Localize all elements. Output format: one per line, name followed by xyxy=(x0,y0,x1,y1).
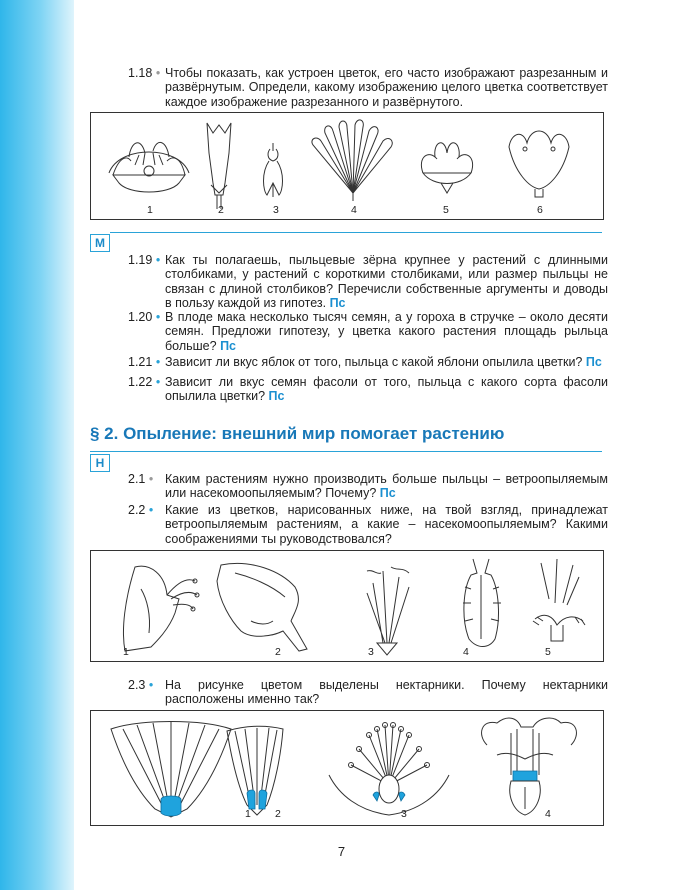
figure1-label-6: 6 xyxy=(537,204,543,216)
task-2-3 xyxy=(128,678,608,707)
section-divider xyxy=(90,451,602,452)
drawing-3-stamen-flower xyxy=(329,723,449,816)
drawing-1-opened-flower xyxy=(109,142,189,192)
figure-flower-dissections xyxy=(90,112,604,220)
task-number: 1.19 • xyxy=(128,253,161,267)
task-text: На рисунке цветом выделены нектарники. Почему нектарники расположены именно так? xyxy=(165,678,608,707)
bullet-icon: • xyxy=(145,678,154,692)
drawing-4-petal-fan xyxy=(312,120,392,201)
figure3-label-1: 1 xyxy=(245,808,251,820)
task-number: 1.22 • xyxy=(128,375,161,389)
drawing-4-dissected-flower xyxy=(482,718,577,815)
task-1-21 xyxy=(128,355,608,369)
level-divider-m xyxy=(110,232,602,233)
bullet-icon: • xyxy=(145,503,154,517)
task-number: 2.1 • xyxy=(128,472,154,486)
nectary-drawings xyxy=(91,711,603,825)
figure2-label-3: 3 xyxy=(368,646,374,658)
figure-nectaries xyxy=(90,710,604,826)
level-badge-m: М xyxy=(90,234,110,252)
bullet-icon: • xyxy=(145,472,154,486)
drawing-6-bell-flower xyxy=(509,131,569,197)
figure1-label-2: 2 xyxy=(218,204,224,216)
tag-ps: Пс xyxy=(329,296,346,311)
task-text: Каким растениям нужно производить больше пыльцы – ветроопыляемым или насекомоопыляемым? Почему? Пс xyxy=(165,472,608,501)
task-1-20 xyxy=(128,310,608,353)
task-number: 1.18 • xyxy=(128,66,161,80)
task-text: Как ты полагаешь, пыльцевые зёрна крупнее у растений с длинными столбиками, у растений с короткими столбиками, или размер пыльцы не связан с длиной столбиков? Перечисли собственные аргументы и доводы в пользу каждой из гипотез. Пс xyxy=(165,253,608,311)
pollination-flower-drawings xyxy=(91,551,603,661)
bullet-icon: • xyxy=(152,310,161,324)
decorative-side-bar xyxy=(0,0,74,890)
tag-ps: Пс xyxy=(379,486,396,501)
bullet-icon: • xyxy=(152,375,161,389)
drawing-3-small-flower xyxy=(264,143,283,197)
task-text: Зависит ли вкус яблок от того, пыльца с какой яблони опылила цветки? Пс xyxy=(165,355,602,369)
task-text: Чтобы показать, как устроен цветок, его часто изображают разрезанным и развёрнутым. Определи, какому изображению целого цветка соответствует каждое изображение разрезанного и развёрнутого. xyxy=(165,66,608,109)
figure-pollination-flowers xyxy=(90,550,604,662)
drawing-1-petal-with-nectary xyxy=(111,722,231,818)
figure3-label-4: 4 xyxy=(545,808,551,820)
flower-dissection-drawings xyxy=(91,113,603,219)
section-title: § 2. Опыление: внешний мир помогает растению xyxy=(90,424,505,443)
figure2-label-5: 5 xyxy=(545,646,551,658)
task-text: Зависит ли вкус семян фасоли от того, пыльца с какого сорта фасоли опылила цветки? Пс xyxy=(165,375,608,404)
task-number: 1.20 • xyxy=(128,310,161,324)
tag-ps: Пс xyxy=(220,338,236,353)
page-number: 7 xyxy=(337,844,346,859)
figure2-label-2: 2 xyxy=(275,646,281,658)
level-badge-n: Н xyxy=(90,454,110,472)
tag-ps: Пс xyxy=(585,355,602,369)
figure2-label-1: 1 xyxy=(123,646,129,658)
drawing-4-spiky-head xyxy=(463,559,501,647)
task-1-22 xyxy=(128,375,608,404)
drawing-5-feathery-flower xyxy=(533,559,585,641)
tag-ps: Пс xyxy=(268,389,285,404)
figure1-label-4: 4 xyxy=(351,204,357,216)
figure2-label-4: 4 xyxy=(463,646,469,658)
task-text: Какие из цветков, нарисованных ниже, на твой взгляд, принадлежат ветроопыляемым растениям, а какие – насекомоопыляемым? Какими соображениями ты руководствовался? xyxy=(165,503,608,546)
drawing-2-petal-with-nectaries xyxy=(227,726,283,815)
task-number: 2.2 • xyxy=(128,503,154,517)
figure3-label-2: 2 xyxy=(275,808,281,820)
figure1-label-5: 5 xyxy=(443,204,449,216)
bullet-icon: • xyxy=(152,253,161,267)
drawing-2-lipped-flower xyxy=(217,563,307,651)
drawing-5-flower xyxy=(421,143,472,193)
drawing-2-tubular-flower xyxy=(207,123,231,209)
task-number: 1.21 • xyxy=(128,355,161,369)
drawing-3-wind-flower xyxy=(367,567,409,655)
task-number: 2.3 • xyxy=(128,678,154,692)
task-text: В плоде мака несколько тысяч семян, а у гороха в стручке – около десяти семян. Предложи гипотезу, у цветка какого растения площадь рыльца больше? Пс xyxy=(165,310,608,353)
task-2-1 xyxy=(128,472,608,501)
bullet-icon: • xyxy=(152,66,161,80)
task-2-2 xyxy=(128,503,608,546)
task-1-18 xyxy=(128,66,608,109)
drawing-1-trumpet-flower xyxy=(123,566,199,651)
bullet-icon: • xyxy=(152,355,161,369)
figure3-label-3: 3 xyxy=(401,808,407,820)
figure1-label-3: 3 xyxy=(273,204,279,216)
task-1-19 xyxy=(128,253,608,311)
figure1-label-1: 1 xyxy=(147,204,153,216)
